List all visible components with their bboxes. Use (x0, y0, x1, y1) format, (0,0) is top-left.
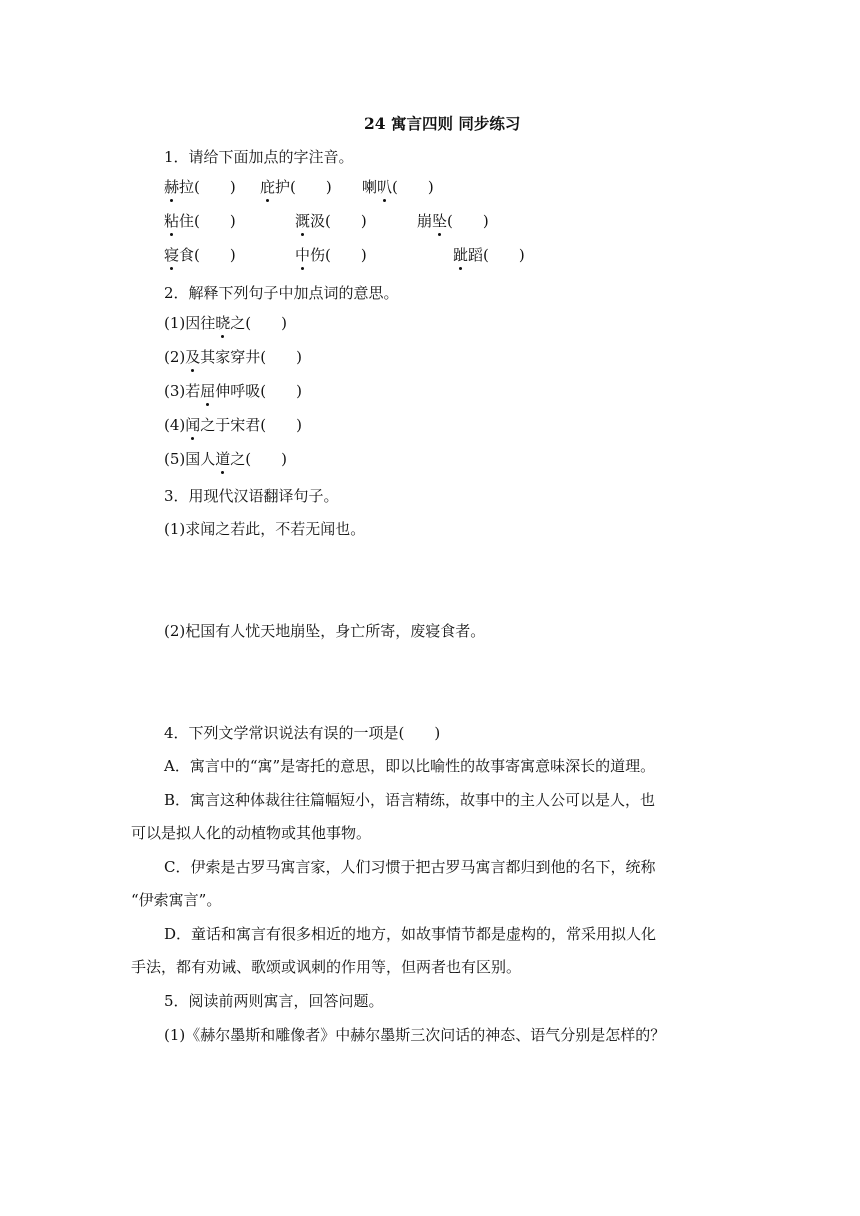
q1-prompt: 1．请给下面加点的字注音。 (164, 148, 354, 166)
dotted-char: 屈 (200, 382, 216, 400)
q1-item: 喇叭( ) (362, 178, 434, 196)
q2-prompt: 2．解释下列句子中加点词的意思。 (164, 284, 399, 302)
q2-item-1-text: (1)因往晓之( ) (164, 314, 287, 332)
q2-item-5: (5)国人道之( ) (164, 450, 287, 468)
dotted-char: 粘 (164, 212, 180, 230)
q1-row-3 (164, 244, 764, 266)
q4-option-a: A．寓言中的“寓”是寄托的意思，即以比喻性的故事寄寓意味深长的道理。 (164, 757, 656, 775)
q4-option-b-line-1: B．寓言这种体裁往往篇幅短小，语言精练，故事中的主人公可以是人，也 (164, 791, 656, 809)
q4-option-b-line-2: 可以是拟人化的动植物或其他事物。 (131, 824, 372, 842)
q1-item: 中伤( ) (295, 246, 367, 264)
q3-item-1: (1)求闻之若此，不若无闻也。 (164, 520, 366, 538)
q1-item: 寝食( ) (164, 246, 236, 264)
dotted-char: 闻 (185, 416, 201, 434)
q1-item: 粘住( ) (164, 212, 236, 230)
q4-option-d-line-2: 手法，都有劝诫、歌颂或讽刺的作用等，但两者也有区别。 (131, 958, 522, 976)
dotted-char: 及 (185, 348, 201, 366)
dotted-char: 溉 (295, 212, 311, 230)
q1-row-1 (164, 176, 764, 198)
dotted-char: 赫 (164, 178, 180, 196)
q5-prompt: 5．阅读前两则寓言，回答问题。 (164, 992, 384, 1010)
dotted-char: 中 (295, 246, 311, 264)
q2-item-2: (2)及其家穿井( ) (164, 348, 302, 366)
dotted-char: 叭 (377, 178, 393, 196)
dotted-char: 跐 (453, 246, 469, 264)
q3-item-2: (2)杞国有人忧天地崩坠，身亡所寄，废寝食者。 (164, 622, 486, 640)
q4-option-c-line-2: “伊索寓言”。 (131, 891, 222, 909)
q2-item-1 (164, 312, 287, 334)
q1-row-2 (164, 210, 764, 232)
q1-item: 溉汲( ) (295, 212, 367, 230)
dotted-char: 道 (215, 450, 231, 468)
dotted-char: 坠 (432, 212, 448, 230)
q1-item: 赫拉( ) (164, 178, 236, 196)
dotted-char: 晓 (215, 314, 231, 332)
page-title: 24 寓言四则 同步练习 (364, 114, 521, 133)
dotted-char: 寝 (164, 246, 180, 264)
q1-item: 崩坠( ) (417, 212, 489, 230)
q5-item-1: (1)《赫尔墨斯和雕像者》中赫尔墨斯三次问话的神态、语气分别是怎样的？ (164, 1026, 666, 1044)
q4-prompt: 4．下列文学常识说法有误的一项是( ) (164, 724, 441, 742)
q4-option-c-line-1: C．伊索是古罗马寓言家，人们习惯于把古罗马寓言都归到他的名下，统称 (164, 858, 656, 876)
dotted-char: 庇 (260, 178, 276, 196)
q2-item-3: (3)若屈伸呼吸( ) (164, 382, 302, 400)
q3-prompt: 3．用现代汉语翻译句子。 (164, 487, 339, 505)
q2-item-4: (4)闻之于宋君( ) (164, 416, 302, 434)
q1-item: 跐蹈( ) (453, 246, 525, 264)
q1-item: 庇护( ) (260, 178, 332, 196)
q4-option-d-line-1: D．童话和寓言有很多相近的地方，如故事情节都是虚构的，常采用拟人化 (164, 925, 657, 943)
